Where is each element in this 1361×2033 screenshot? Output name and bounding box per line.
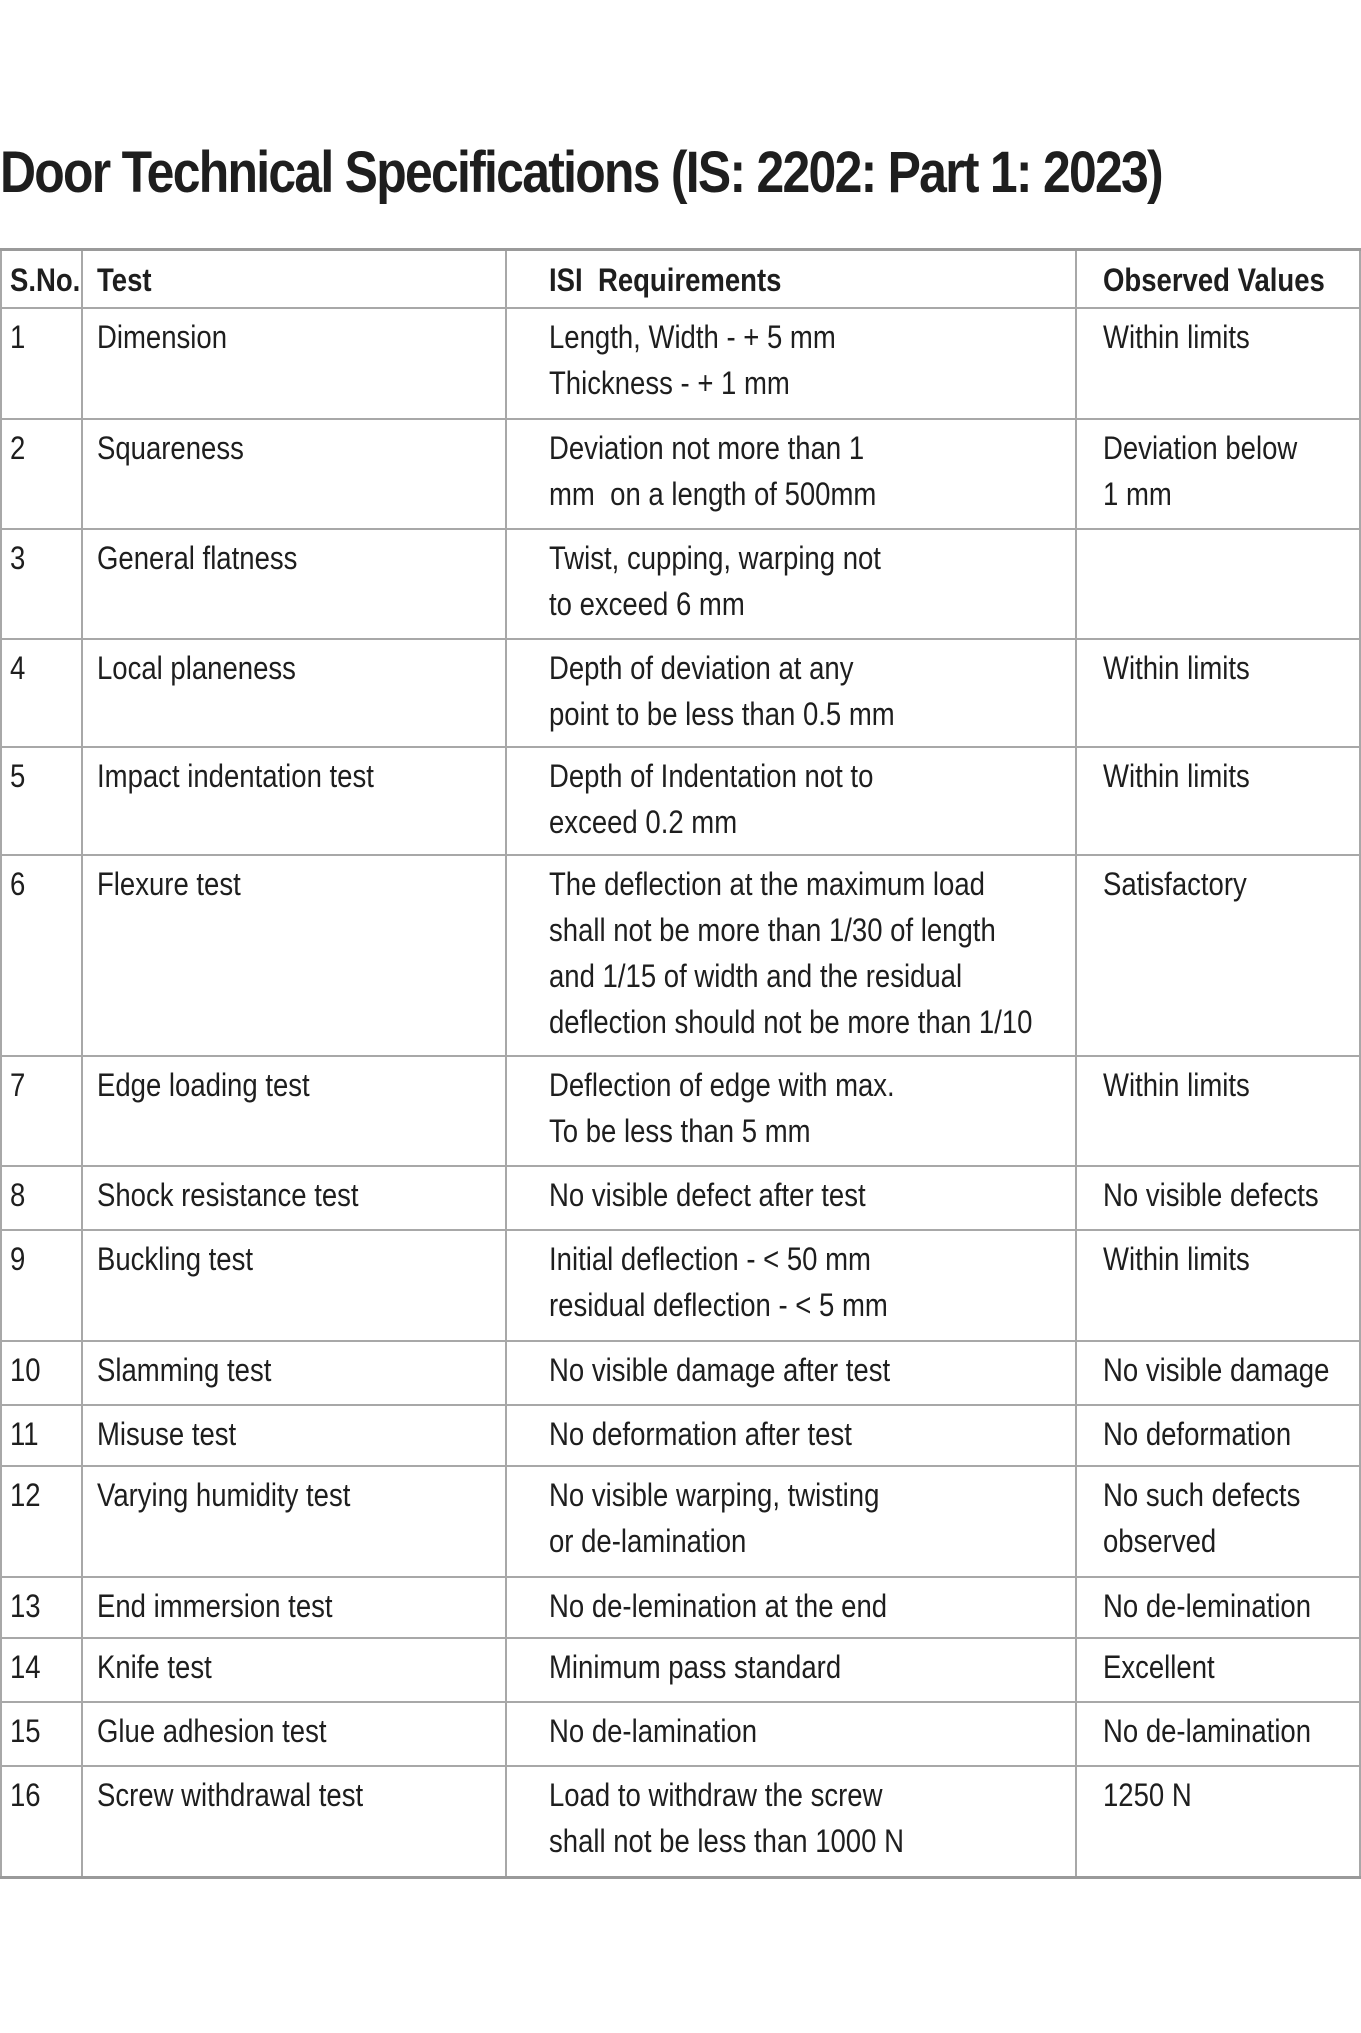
cell-sno: 7 xyxy=(1,1056,82,1166)
cell-requirement: The deflection at the maximum load shall not be more than 1/30 of length and 1/15 of width and the residual deflection should not be more than 1/10 xyxy=(506,855,1076,1056)
cell-test: Misuse test xyxy=(82,1405,506,1466)
cell-test: Squareness xyxy=(82,419,506,529)
cell-test: Knife test xyxy=(82,1638,506,1702)
cell-requirement: Depth of deviation at any point to be less than 0.5 mm xyxy=(506,639,1076,747)
cell-sno: 15 xyxy=(1,1702,82,1766)
cell-sno: 14 xyxy=(1,1638,82,1702)
cell-requirement: No de-lamination xyxy=(506,1702,1076,1766)
table-row xyxy=(1,1466,1360,1577)
table-row xyxy=(1,747,1360,855)
cell-test: Dimension xyxy=(82,308,506,419)
cell-sno: 1 xyxy=(1,308,82,419)
header-sno: S.No. xyxy=(1,250,82,309)
cell-observed: No visible damage xyxy=(1076,1341,1360,1405)
cell-sno: 2 xyxy=(1,419,82,529)
cell-observed: No such defects observed xyxy=(1076,1466,1360,1577)
cell-observed: Within limits xyxy=(1076,639,1360,747)
cell-requirement: Deviation not more than 1 mm on a length of 500mm xyxy=(506,419,1076,529)
cell-test: General flatness xyxy=(82,529,506,639)
cell-observed: Deviation below 1 mm xyxy=(1076,419,1360,529)
cell-requirement: Minimum pass standard xyxy=(506,1638,1076,1702)
cell-requirement: No visible warping, twisting or de-lamination xyxy=(506,1466,1076,1577)
cell-sno: 8 xyxy=(1,1166,82,1230)
cell-sno: 13 xyxy=(1,1577,82,1638)
table-row xyxy=(1,1166,1360,1230)
table-row xyxy=(1,1638,1360,1702)
cell-requirement: Initial deflection - < 50 mm residual deflection - < 5 mm xyxy=(506,1230,1076,1341)
cell-test: Edge loading test xyxy=(82,1056,506,1166)
cell-requirement: Deflection of edge with max. To be less than 5 mm xyxy=(506,1056,1076,1166)
header-observed-values: Observed Values xyxy=(1076,250,1360,309)
table-row xyxy=(1,1577,1360,1638)
table-row xyxy=(1,1702,1360,1766)
cell-observed: Within limits xyxy=(1076,747,1360,855)
header-row xyxy=(1,250,1360,309)
cell-sno: 10 xyxy=(1,1341,82,1405)
cell-observed: Excellent xyxy=(1076,1638,1360,1702)
cell-requirement: Length, Width - + 5 mm Thickness - + 1 mm xyxy=(506,308,1076,419)
cell-test: Varying humidity test xyxy=(82,1466,506,1577)
cell-observed: 1250 N xyxy=(1076,1766,1360,1877)
cell-requirement: No visible damage after test xyxy=(506,1341,1076,1405)
cell-sno: 5 xyxy=(1,747,82,855)
table-row xyxy=(1,1766,1360,1877)
table-row xyxy=(1,1230,1360,1341)
cell-requirement: Load to withdraw the screw shall not be less than 1000 N xyxy=(506,1766,1076,1877)
table-row xyxy=(1,1341,1360,1405)
cell-requirement: No de-lemination at the end xyxy=(506,1577,1076,1638)
table-row xyxy=(1,1405,1360,1466)
page-title: Door Technical Specifications (IS: 2202: Part 1: 2023) xyxy=(0,140,1162,205)
cell-observed: No deformation xyxy=(1076,1405,1360,1466)
cell-test: Buckling test xyxy=(82,1230,506,1341)
table-row xyxy=(1,308,1360,419)
cell-requirement: No visible defect after test xyxy=(506,1166,1076,1230)
cell-observed: Within limits xyxy=(1076,308,1360,419)
table-row xyxy=(1,529,1360,639)
cell-observed: No visible defects xyxy=(1076,1166,1360,1230)
cell-observed: Within limits xyxy=(1076,1056,1360,1166)
table-row xyxy=(1,1056,1360,1166)
cell-observed: No de-lamination xyxy=(1076,1702,1360,1766)
cell-observed: No de-lemination xyxy=(1076,1577,1360,1638)
cell-sno: 6 xyxy=(1,855,82,1056)
cell-test: Glue adhesion test xyxy=(82,1702,506,1766)
table-header xyxy=(1,250,1360,309)
cell-sno: 12 xyxy=(1,1466,82,1577)
cell-sno: 9 xyxy=(1,1230,82,1341)
cell-sno: 16 xyxy=(1,1766,82,1877)
table-row xyxy=(1,419,1360,529)
table-body xyxy=(1,308,1360,1877)
cell-test: End immersion test xyxy=(82,1577,506,1638)
cell-test: Local planeness xyxy=(82,639,506,747)
cell-sno: 3 xyxy=(1,529,82,639)
cell-requirement: Twist, cupping, warping not to exceed 6 mm xyxy=(506,529,1076,639)
table-row xyxy=(1,639,1360,747)
cell-test: Flexure test xyxy=(82,855,506,1056)
cell-requirement: Depth of Indentation not to exceed 0.2 mm xyxy=(506,747,1076,855)
cell-test: Impact indentation test xyxy=(82,747,506,855)
cell-observed: Within limits xyxy=(1076,1230,1360,1341)
cell-observed: Satisfactory xyxy=(1076,855,1360,1056)
table-row xyxy=(1,855,1360,1056)
cell-observed xyxy=(1076,529,1360,639)
specifications-table xyxy=(0,248,1361,1879)
cell-sno: 4 xyxy=(1,639,82,747)
cell-sno: 11 xyxy=(1,1405,82,1466)
cell-test: Screw withdrawal test xyxy=(82,1766,506,1877)
cell-test: Slamming test xyxy=(82,1341,506,1405)
cell-test: Shock resistance test xyxy=(82,1166,506,1230)
header-isi-requirements: ISI Requirements xyxy=(506,250,1076,309)
cell-requirement: No deformation after test xyxy=(506,1405,1076,1466)
header-test: Test xyxy=(82,250,506,309)
